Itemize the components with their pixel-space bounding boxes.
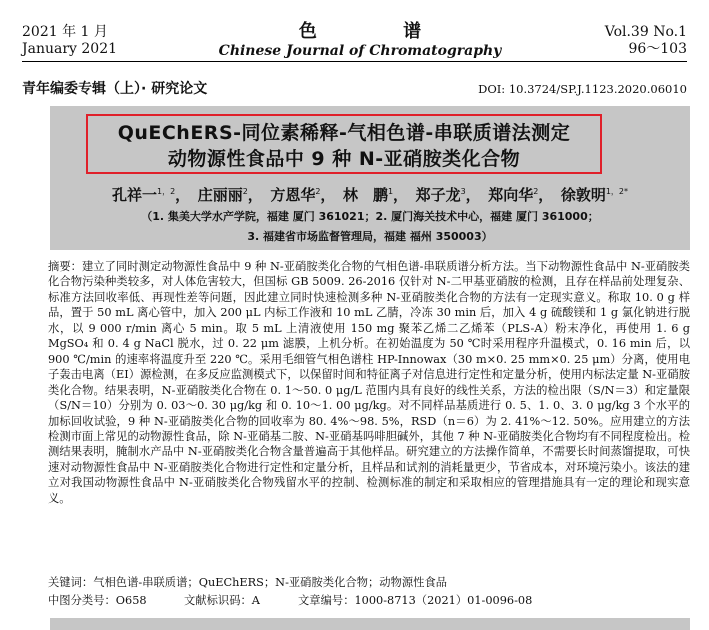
header-right [605,24,687,58]
title-line-1: QuEChERS-同位素稀释-气相色谱-串联质谱法测定 [117,122,571,144]
header-left [22,24,117,58]
author-affiliation-mark: 2 [242,187,248,196]
section-label: 青年编委专辑（上）· 研究论文 [22,81,208,97]
author-separator: ， [320,186,343,204]
header-center [180,22,540,60]
author-affiliation-mark: 1，2* [605,187,629,196]
author-separator: ， [538,186,561,204]
author-separator: ， [465,186,489,204]
author-name: 郑向华 [488,186,534,204]
author-2 [198,186,248,204]
affiliation-line-2: 3. 福建省市场监督管理局，福建 福州 350003） [247,230,493,243]
article-number: 文章编号：1000-8713（2021）01-0096-08 [298,594,533,607]
author-affiliation-mark: 3 [460,187,466,196]
author-name: 徐敦明 [560,186,606,204]
author-name: 庄丽丽 [197,186,243,204]
document-code: 文献标识码：A [184,594,260,607]
author-6 [488,186,538,204]
abstract-text: 建立了同时测定动物源性食品中 9 种 N-亚硝胺类化合物的气相色谱-串联质谱分析方法。当下动物源性食品中 N-亚硝胺类化合物污染种类较多，对人体危害较大，但国标 GB 5009. 26-2016 仅针对 N-二甲基亚硝胺的检测，且存在样品前处理复杂、标准方法回收率低、再现性差等问题，因此建立同时快速检测多种 N-亚硝胺类化合物的方法有一定现实意义。称取 10. 0 g 样品，置于 50 mL 离心管中，加入 200 μL 内标工作液和 10 mL 乙腈，冷冻 30 min 后，加入 4 g 硫酸镁和 1 g 氯化钠进行脱水，以 9 000 r/min 离心 5 min。取 5 mL 上清液使用 150 mg 聚苯乙烯二乙烯苯（PLS-A）粉末净化，再使用 1. 6 g MgSO₄ 和 0. 4 g NaCl 脱水，过 0. 22 μm 滤膜，上机分析。在初始温度为 50 ℃时采用程序升温模式，0. 16 min 后，以 900 ℃/min 的速率将温度升至 220 ℃。采用毛细管气相色谱柱 HP-Innowax（30 m×0. 25 mm×0. 25 μm）分离，使用电子轰击电离（EI）源检测，在多反应监测模式下，以保留时间和特征离子对信息进行定性和定量分析，使用内标法定量 N-亚硝胺类化合物。结果表明，N-亚硝胺类化合物在 0. 1～50. 0 μg/L 范围内具有良好的线性关系，方法的检出限（S/N＝3）和定量限（S/N＝10）分别为 0. 03～0. 30 μg/kg 和 0. 10～1. 00 μg/kg。对不同样品基质进行 0. 5、1. 0、3. 0 μg/kg 3 个水平的加标回收试验，9 种 N-亚硝胺类化合物的回收率为 80. 4%～98. 5%，RSD（n＝6）为 2. 41%～12. 50%。应用建立的方法检测市面上常见的动物源性食品，除 N-亚硝基二胺、N-亚硝基吗啡胆碱外，其他 7 种 N-亚硝胺类化合物均有不同程度检出。检测结果表明，腌制水产品中 N-亚硝胺类化合物含量普遍高于其他样品。研究建立的方法操作简单，不需要长时间蒸馏提取，可快速对动物源性食品中 N-亚硝胺类化合物进行定性和定量分析，且样品和试剂的消耗量更少，节省成本，对环境污染小。该法的建立对我国动物源性食品中 N-亚硝胺类化合物残留水平的控制、检测标准的制定和采取相应的管理措施具有一定的理论和现实意义。 [48,260,690,505]
abstract [48,259,690,506]
author-separator: ， [175,186,198,204]
page-range: 96～103 [628,41,687,57]
keywords [48,574,447,590]
title-line-2: 动物源性食品中 9 种 N-亚硝胺类化合物 [167,148,521,170]
author-name: 方恩华 [270,186,316,204]
author-1 [112,186,175,204]
journal-title-cn: 色 谱 [298,21,462,42]
author-name: 孔祥一 [111,186,157,204]
author-affiliation-mark: 2 [315,187,321,196]
author-affiliation-mark: 2 [533,187,539,196]
keywords-text: 气相色谱-串联质谱；QuEChERS；N-亚硝胺类化合物；动物源性食品 [93,576,448,589]
author-7 [561,186,628,204]
affiliation-line-1: （1. 集美大学水产学院，福建 厦门 361021；2. 厦门海关技术中心，福建 厦门 361000； [141,210,599,223]
author-list [60,184,680,205]
author-4 [343,186,393,204]
author-3 [270,186,320,204]
author-affiliation-mark: 1，2 [156,187,176,196]
issue-date-cn: 2021 年 1 月 [22,24,108,40]
author-separator: ， [247,186,271,204]
author-name: 郑子龙 [415,186,461,204]
journal-title-en: Chinese Journal of Chromatography [218,43,502,59]
footer-bar [50,618,690,630]
doi-link[interactable]: DOI: 10.3724/SP.J.1123.2020.06010 [478,82,687,96]
author-5 [416,186,466,204]
volume-number: Vol.39 No.1 [604,24,687,40]
author-separator: ， [393,186,416,204]
keywords-label: 关键词： [48,576,94,589]
abstract-label: 摘要： [48,260,82,273]
header-rule [22,61,687,62]
author-affiliation-mark: 1 [387,187,394,196]
issue-date-en: January 2021 [22,41,118,57]
author-name: 林 鹏 [342,186,388,204]
clc-number: 中图分类号：O658 [48,594,147,607]
